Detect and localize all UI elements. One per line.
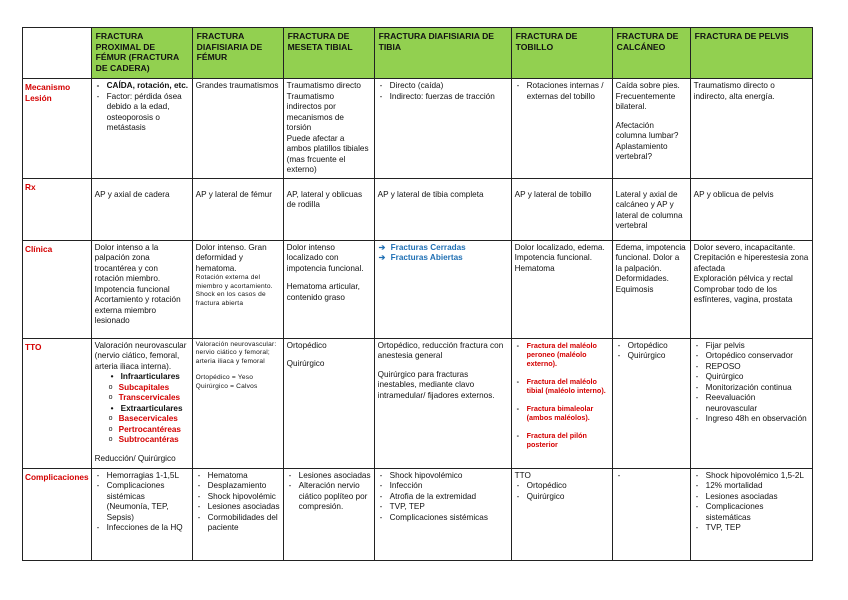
header-calcaneus: FRACTURA DE CALCÁNEO [612,28,690,79]
arrow-list-item: ➔ Fracturas Abiertas [378,253,508,264]
list-item: - Shock hipovolémico [378,471,508,482]
list-item: - Fijar pelvis [694,341,809,352]
list-item: o Subcapitales [109,383,189,394]
cell-complicaciones-c4 [374,468,511,560]
list-item: - Shock hipovolémico 1,5-2L [694,471,809,482]
cell-mecanismo-c5 [511,79,612,179]
cell-text: Dolor intenso a la palpación zona trocantérea y con rotación miembro. [94,242,161,283]
cell-text: Caída sobre pies. Frecuentemente bilateral. [615,81,680,111]
cell-text: AP y axial de cadera [94,189,170,199]
list-item: - Shock hipovolémic [196,492,280,503]
list-item: - Complicaciones sistémicas [378,513,508,524]
list-item: - CAÍDA, rotación, etc. [95,81,189,92]
list-item: - Reevaluación neurovascular [694,393,809,414]
cell-complicaciones-c2 [192,468,283,560]
header-row [23,28,813,79]
cell-rx-c6 [612,178,690,240]
list-item: • Extraarticulares [111,404,189,415]
cell-text: AP y lateral de tibia completa [377,189,484,199]
cell-text: Grandes traumatismos [195,81,279,90]
list-item: - Fractura bimaleolar (ambos maléolos). [515,404,609,422]
cell-text: AP y lateral de tobillo [514,189,592,199]
list-item: - Ortopédico conservador [694,351,809,362]
cell-tto-c1 [91,338,192,468]
summary-table-container [22,27,813,561]
cell-mecanismo-c2 [192,79,283,179]
list-item: - Complicaciones sistemáticas [694,502,809,523]
header-proximal-femur: FRACTURA PROXIMAL DE FÉMUR (FRACTURA DE CADERA) [91,28,192,79]
corner-cell [23,28,92,79]
cell-rx-c7 [690,178,812,240]
list-item: - Ortopédico [616,341,687,352]
row-label-complicaciones: Complicaciones [23,468,92,560]
list-item: o Basecervicales [109,414,189,425]
cell-rx-c1 [91,178,192,240]
cell-text: Exploración pélvica y rectal [693,274,793,283]
list-item: - Factor: pérdida ósea debido a la edad, osteoporosis o metástasis [95,92,189,134]
cell-mecanismo-c3 [283,79,374,179]
cell-text: Hematoma articular, contenido graso [286,282,360,302]
list-item: - Infección [378,481,508,492]
cell-clinica-c1 [91,240,192,338]
list-item: - Directo (caída) [378,81,508,92]
cell-text: Impotencia funcional [94,284,170,294]
cell-text: Traumatismo directo [286,81,361,90]
row-mecanismo [23,79,813,179]
cell-text: Ortopédico [286,340,327,350]
cell-rx-c2 [192,178,283,240]
list-item: - Hemorragias 1-1,5L [95,471,189,482]
list-item: - Ortopédico [515,481,609,492]
cell-mecanismo-c4 [374,79,511,179]
cell-mecanismo-c1 [91,79,192,179]
list-item: - Fractura del maléolo peroneo (maléolo externo). [515,341,609,368]
list-item: - Fractura del maléolo tibial (maléolo interno). [515,377,609,395]
cell-text: Dolor localizado, edema. Impotencia funcional. Hematoma [514,242,605,273]
list-item: o Pertrocantéreas [109,425,189,436]
cell-tto-c4 [374,338,511,468]
cell-rx-c5 [511,178,612,240]
list-item: - Complicaciones sistémicas (Neumonía, TEP, Sepsis) [95,481,189,523]
list-item: - REPOSO [694,362,809,373]
list-item: - TVP, TEP [378,502,508,513]
header-diaphyseal-femur: FRACTURA DIAFISIARIA DE FÉMUR [192,28,283,79]
cell-clinica-c7 [690,240,812,338]
cell-complicaciones-c3 [283,468,374,560]
list-item: - Hematoma [196,471,280,482]
header-pelvis: FRACTURA DE PELVIS [690,28,812,79]
cell-clinica-c6 [612,240,690,338]
cell-text: Edema, impotencia funcional. Dolor a la palpación. Deformidades. Equimosis [615,242,686,294]
cell-text: Quirúrgico [286,359,325,368]
cell-small-text: Valoración neurovascular: nervio ciático y femoral; arteria iliaca y femoral [195,340,277,365]
cell-text: Dolor severo, incapacitante. [693,242,796,252]
cell-text: AP y lateral de fémur [195,189,272,199]
cell-text: TTO [514,470,531,480]
cell-text: Lateral y axial de calcáneo y AP y lateral de columna vertebral [615,189,683,230]
header-ankle: FRACTURA DE TOBILLO [511,28,612,79]
cell-text: Traumatismo directo o indirecto, alta energía. [693,81,775,101]
cell-text: AP, lateral y oblicuas de rodilla [286,189,363,209]
header-tibial-plateau: FRACTURA DE MESETA TIBIAL [283,28,374,79]
list-item: - Fractura del pilón posterior [515,431,609,449]
cell-mecanismo-c6 [612,79,690,179]
cell-clinica-c3 [283,240,374,338]
cell-clinica-c2 [192,240,283,338]
cell-complicaciones-c1 [91,468,192,560]
list-item: o Transcervicales [109,393,189,404]
list-item: - Indirecto: fuerzas de tracción [378,92,508,103]
cell-clinica-c5 [511,240,612,338]
list-item: - Lesiones asociadas [694,492,809,503]
list-item: - Quirúrgico [694,372,809,383]
cell-small-text: Rotación externa del miembro y acortamiento. Shock en los casos de fractura abierta [195,274,273,307]
row-complicaciones [23,468,813,560]
arrow-list-item: ➔ Fracturas Cerradas [378,243,508,254]
row-label-mecanismo: Mecanismo Lesión [23,79,92,179]
cell-rx-c4 [374,178,511,240]
cell-clinica-c4 [374,240,511,338]
cell-rx-c3 [283,178,374,240]
list-item: - Lesiones asociadas [287,471,371,482]
cell-text: Reducción/ Quirúrgico [94,453,176,463]
cell-tto-c7 [690,338,812,468]
cell-mecanismo-c7 [690,79,812,179]
cell-text: Traumatismo indirectos por mecanismos de torsión [286,91,344,132]
cell-tto-c3 [283,338,374,468]
cell-small-text: Ortopédico = Yeso Quirúrgico = Calvos [195,374,258,390]
list-item: - TVP, TEP [694,523,809,534]
list-item: - Infecciones de la HQ [95,523,189,534]
cell-complicaciones-c7 [690,468,812,560]
cell-text: Valoración neurovascular (nervio ciático, femoral, arteria iliaca interna). [94,340,187,371]
cell-tto-c5 [511,338,612,468]
row-label-rx: Rx [23,178,92,240]
cell-complicaciones-c6 [612,468,690,560]
row-label-clinica: Clínica [23,240,92,338]
list-item: • Infraarticulares [111,372,189,383]
cell-text: Afectación columna lumbar? Aplastamiento vertebral? [615,120,679,161]
list-item: - Monitorización continua [694,383,809,394]
cell-text: Crepitación e hiperestesia zona afectada [693,253,809,273]
cell-text: Comprobar todo de los esfínteres, vagina, prostata [693,284,793,304]
list-item: - Alteración nervio ciático poplíteo por compresión. [287,481,371,513]
cell-text: Quirúrgico para fracturas inestables, mediante clavo intramedular/ fijadores externos. [377,369,495,400]
list-item: - Lesiones asociadas [196,502,280,513]
cell-text: AP y oblicua de pelvis [693,189,774,199]
cell-complicaciones-c5 [511,468,612,560]
row-rx [23,178,813,240]
list-item: - Atrofia de la extremidad [378,492,508,503]
cell-text: Dolor intenso localizado con impotencia funcional. [286,242,364,273]
list-item: - 12% mortalidad [694,481,809,492]
cell-text: Acortamiento y rotación externa miembro lesionado [94,295,181,325]
cell-text: Dolor intenso. Gran deformidad y hematoma. [195,242,267,273]
list-item: - Quirúrgico [616,351,687,362]
fractures-summary-table [22,27,813,561]
row-clinica [23,240,813,338]
list-item: - Cormobilidades del paciente [196,513,280,534]
header-diaphyseal-tibia: FRACTURA DIAFISIARIA DE TIBIA [374,28,511,79]
list-item: - Rotaciones internas / externas del tobillo [515,81,609,102]
cell-text: Puede afectar a ambos platillos tibiales (mas frcuente el externo) [286,133,369,174]
list-item: - Quirúrgico [515,492,609,503]
cell-tto-c2 [192,338,283,468]
list-item: o Subtrocantéras [109,435,189,446]
row-label-tto: TTO [23,338,92,468]
list-item: - Desplazamiento [196,481,280,492]
row-tto [23,338,813,468]
list-item: - Ingreso 48h en observación [694,414,809,425]
cell-text: Ortopédico, reducción fractura con anestesia general [377,340,504,360]
cell-tto-c6 [612,338,690,468]
